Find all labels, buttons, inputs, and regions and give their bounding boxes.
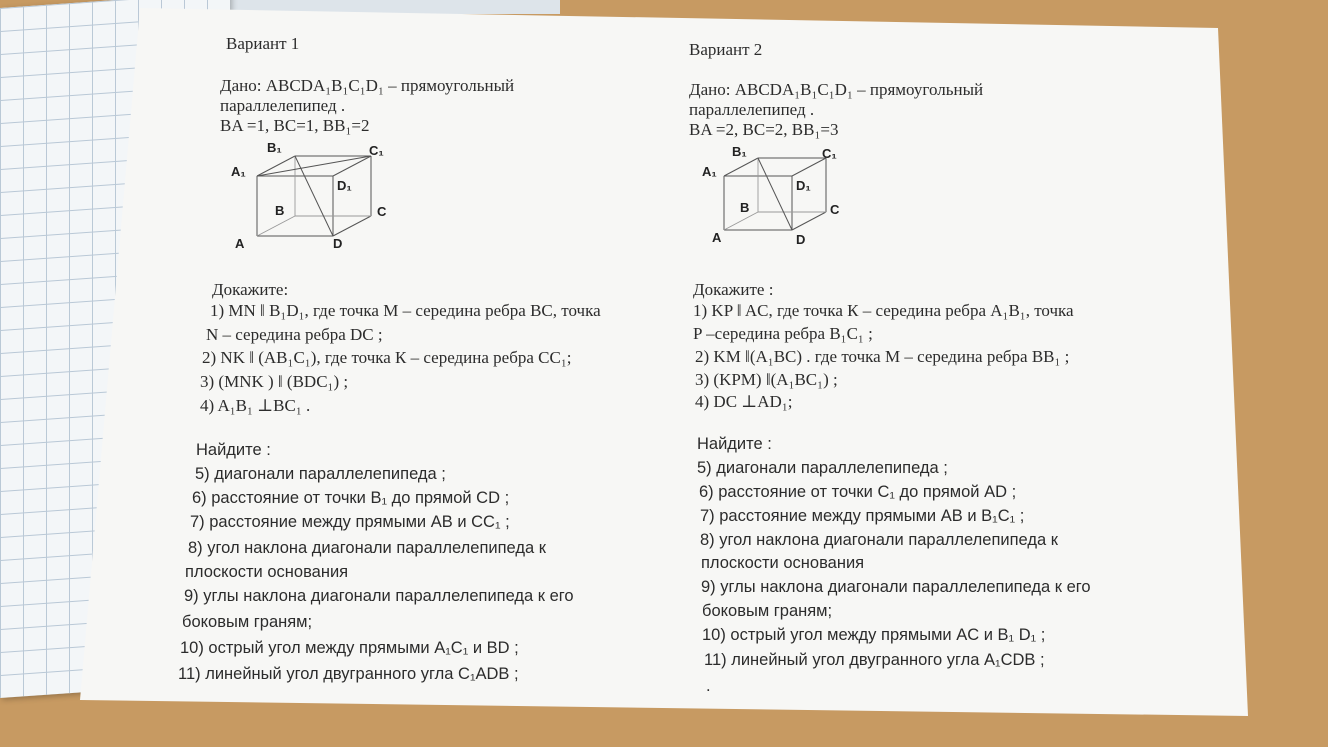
variant2-trailing-mark: . [706, 677, 711, 695]
variant2-parallelepiped-diagram [700, 140, 860, 250]
variant2-prove-item: 1) KP ‖ AC, где точка К – середина ребра A₁B₁, точка [693, 301, 1074, 320]
label-d: D [333, 236, 343, 251]
variant2-find-item: 5) диагонали параллелепипеда ; [697, 459, 948, 477]
variant2-prove-item: P –середина ребра B₁C₁ ; [693, 324, 873, 343]
variant1-given-line2: параллелепипед . [220, 96, 346, 115]
variant1-find-item: боковым граням; [182, 613, 313, 631]
variant1-prove-item: 4) A₁B₁ ⊥BC₁ . [200, 396, 311, 415]
label-d: D [796, 232, 806, 247]
variant1-title: Вариант 1 [226, 34, 300, 53]
label-b: B [275, 203, 285, 218]
variant2-find-item: 6) расстояние от точки C₁ до прямой AD ; [699, 483, 1017, 501]
variant1-find-title: Найдите : [196, 441, 271, 459]
variant2-given-line3: BA =2, BC=2, BB₁=3 [689, 120, 839, 139]
variant2-given-line2: параллелепипед . [689, 100, 815, 119]
variant2-find-item: 11) линейный угол двугранного угла A₁CDB ; [704, 651, 1045, 669]
label-b1: B₁ [732, 144, 747, 159]
variant1-given-line3: BA =1, BC=1, BB₁=2 [220, 116, 370, 135]
variant1-parallelepiped-diagram [225, 138, 400, 258]
edge-d-c [792, 212, 826, 230]
variant1-find-item: 10) острый угол между прямыми A₁C₁ и BD ; [180, 639, 519, 657]
label-d1: D₁ [796, 178, 811, 193]
variant2-prove-item: 2) KM ‖(A₁BC) . где точка М – середина ребра BB₁ ; [695, 347, 1070, 366]
variant2-find-item: 8) угол наклона диагонали параллелепипеда к [700, 531, 1058, 549]
variant1-prove-title: Докажите: [212, 280, 289, 299]
variant2-find-item: 7) расстояние между прямыми AB и B₁C₁ ; [700, 507, 1025, 525]
variant1-prove-item: N – середина ребра DC ; [206, 325, 383, 344]
variant1-find-item: 5) диагонали параллелепипеда ; [195, 465, 446, 483]
diagonal-b1-d [758, 158, 792, 230]
label-a1: A₁ [702, 164, 717, 179]
label-a1: A₁ [231, 164, 246, 179]
variant1-given-line1: Дано: ABCDA₁B₁C₁D₁ – прямоугольный [220, 76, 515, 95]
label-c1: C₁ [822, 146, 837, 161]
diagonal-a1-c1 [257, 156, 371, 176]
variant1-find-item: плоскости основания [185, 563, 349, 581]
variant2-find-item: боковым граням; [702, 602, 833, 620]
label-b: B [740, 200, 750, 215]
edge-a-b [257, 216, 295, 236]
variant1-prove-item: 1) MN ‖ B₁D₁, где точка М – середина ребра ВС, точка [210, 301, 601, 320]
variant2-find-item: плоскости основания [701, 554, 865, 572]
label-c: C [377, 204, 387, 219]
label-c1: C₁ [369, 143, 384, 158]
variant2-find-item: 10) острый угол между прямыми AC и B₁ D₁ ; [702, 626, 1046, 644]
variant1-find-item: 11) линейный угол двугранного угла C₁ADB ; [178, 665, 519, 683]
variant1-prove-item: 2) NK ‖ (AB₁C₁), где точка К – середина ребра СС₁; [202, 348, 572, 367]
variant2-find-title: Найдите : [697, 435, 772, 453]
variant1-find-item: 6) расстояние от точки B₁ до прямой CD ; [192, 489, 510, 507]
edge-d-c [333, 216, 371, 236]
variant2-title: Вариант 2 [689, 40, 763, 59]
variant2-prove-title: Докажите : [693, 280, 774, 299]
variant1-find-item: 8) угол наклона диагонали параллелепипеда к [188, 539, 546, 557]
label-a: A [712, 230, 722, 245]
variant2-given-line1: Дано: ABCDA₁B₁C₁D₁ – прямоугольный [689, 80, 984, 99]
edge-a1-b1 [724, 158, 758, 176]
variant1-find-item: 7) расстояние между прямыми AB и CC₁ ; [190, 513, 510, 531]
variant1-find-item: 9) углы наклона диагонали параллелепипеда к его [184, 587, 574, 605]
label-c: C [830, 202, 840, 217]
variant2-find-item: 9) углы наклона диагонали параллелепипеда к его [701, 578, 1091, 596]
label-a: A [235, 236, 245, 251]
edge-d1-c1 [792, 158, 826, 176]
label-b1: B₁ [267, 140, 282, 155]
variant1-prove-item: 3) (MNK ) ‖ (BDC₁) ; [200, 372, 349, 391]
label-d1: D₁ [337, 178, 352, 193]
variant2-prove-item: 4) DC ⊥AD₁; [695, 392, 793, 411]
variant2-prove-item: 3) (KPM) ‖(A₁BC₁) ; [695, 370, 838, 389]
